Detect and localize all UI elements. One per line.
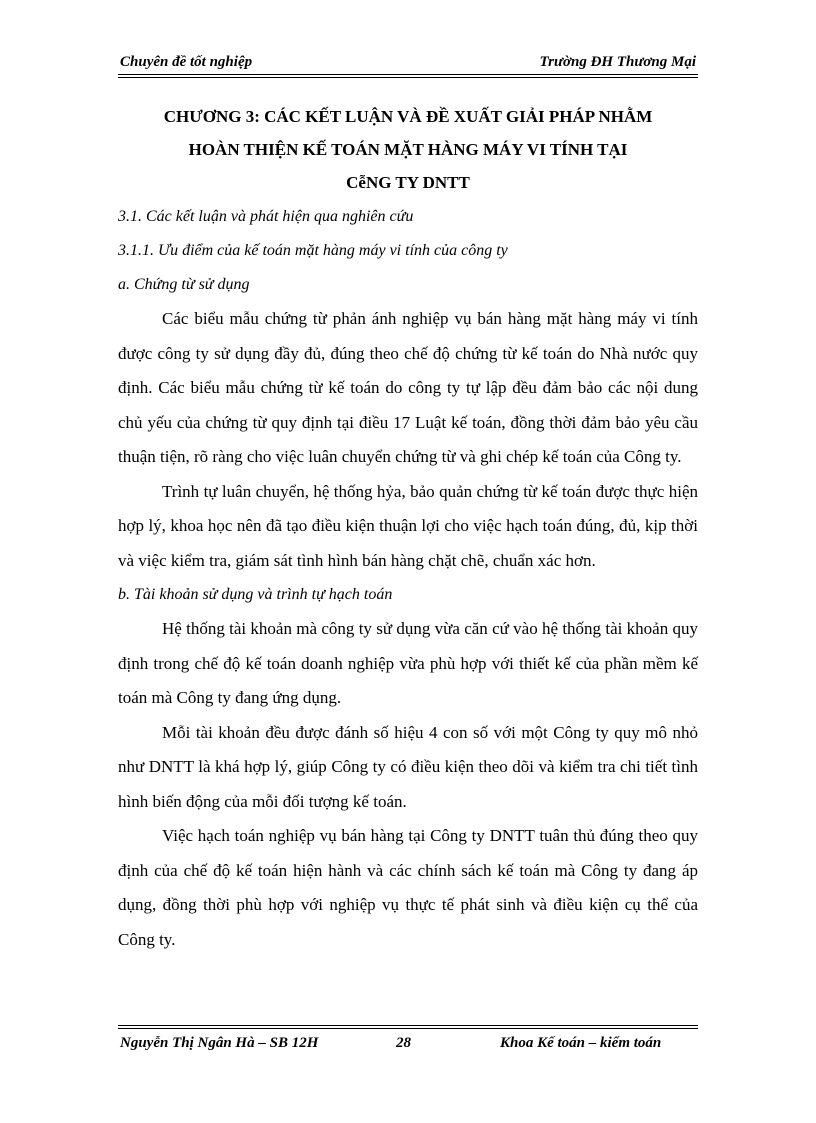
paragraph-4: Mỗi tài khoản đều được đánh số hiệu 4 con số với một Công ty quy mô nhỏ như DNTT là khá hợp lý, giúp Công ty có điều kiện theo dõi và kiểm tra chi tiết tình hình biến động của mỗi đối tượng kế toán. xyxy=(118,722,698,811)
paragraph-5: Việc hạch toán nghiệp vụ bán hàng tại Công ty DNTT tuân thủ đúng theo quy định của chế độ kế toán hiện hành và các chính sách kế toán mà Công ty đang áp dụng, đồng thời phù hợp với nghiệp vụ thực tế phát sinh và điều kiện cụ thể của Công ty. xyxy=(118,826,698,949)
footer-rule-thin xyxy=(118,1025,698,1026)
footer-department: Khoa Kế toán – kiểm toán xyxy=(500,1035,662,1051)
subheading-b: b. Tài khoản sử dụng và trình tự hạch toán xyxy=(118,586,393,603)
paragraph-2: Trình tự luân chuyển, hệ thống hỷa, bảo quản chứng từ kế toán được thực hiện hợp lý, khoa học nên đã tạo điều kiện thuận lợi cho việc hạch toán đúng, đủ, kịp thời và việc kiểm tra, giám sát tình hình bán hàng chặt chẽ, chuẩn xác hơn. xyxy=(118,481,698,570)
chapter-title xyxy=(118,100,698,199)
chapter-title-line-2: HOÀN THIỆN KẾ TOÁN MẶT HÀNG MÁY VI TÍNH TẠI xyxy=(188,140,628,159)
section-heading-3-1-1: 3.1.1. Ưu điểm của kế toán mặt hàng máy vi tính của công ty xyxy=(118,242,508,259)
subheading-a: a. Chứng từ sử dụng xyxy=(118,276,250,293)
paragraph-1: Các biểu mẫu chứng từ phản ánh nghiệp vụ bán hàng mặt hàng máy vi tính được công ty sử dụng đầy đủ, đúng theo chế độ chứng từ kế toán do Nhà nước quy định. Các biểu mẫu chứng từ kế toán do công ty tự lập đều đảm bảo các nội dung chủ yếu của chứng từ quy định tại điều 17 Luật kế toán, đồng thời đảm bảo yêu cầu thuận tiện, rõ ràng cho việc luân chuyển chứng từ và ghi chép kế toán của Công ty. xyxy=(118,309,698,466)
header-left-text: Chuyên đề tốt nghiệp xyxy=(120,54,253,70)
header-rule xyxy=(118,74,698,75)
paragraph-3: Hệ thống tài khoản mà công ty sử dụng vừa căn cứ vào hệ thống tài khoản quy định trong chế độ kế toán doanh nghiệp vừa phù hợp với thiết kế của phần mềm kế toán mà Công ty đang ứng dụng. xyxy=(118,619,698,707)
footer-author: Nguyễn Thị Ngân Hà – SB 12H xyxy=(120,1035,319,1051)
header-rule-thin xyxy=(118,77,698,78)
page-footer xyxy=(118,1035,698,1057)
page-number: 28 xyxy=(396,1035,411,1051)
header-right-text: Trường ĐH Thương Mại xyxy=(539,54,696,70)
page-header xyxy=(118,52,698,74)
footer-rule xyxy=(118,1028,698,1029)
chapter-title-line-1: CHƯƠNG 3: CÁC KẾT LUẬN VÀ ĐỀ XUẤT GIẢI PHÁP NHẰM xyxy=(163,107,653,126)
document-body xyxy=(118,200,698,957)
section-heading-3-1: 3.1. Các kết luận và phát hiện qua nghiên cứu xyxy=(118,208,414,225)
chapter-title-line-3: CễNG TY DNTT xyxy=(346,173,470,192)
